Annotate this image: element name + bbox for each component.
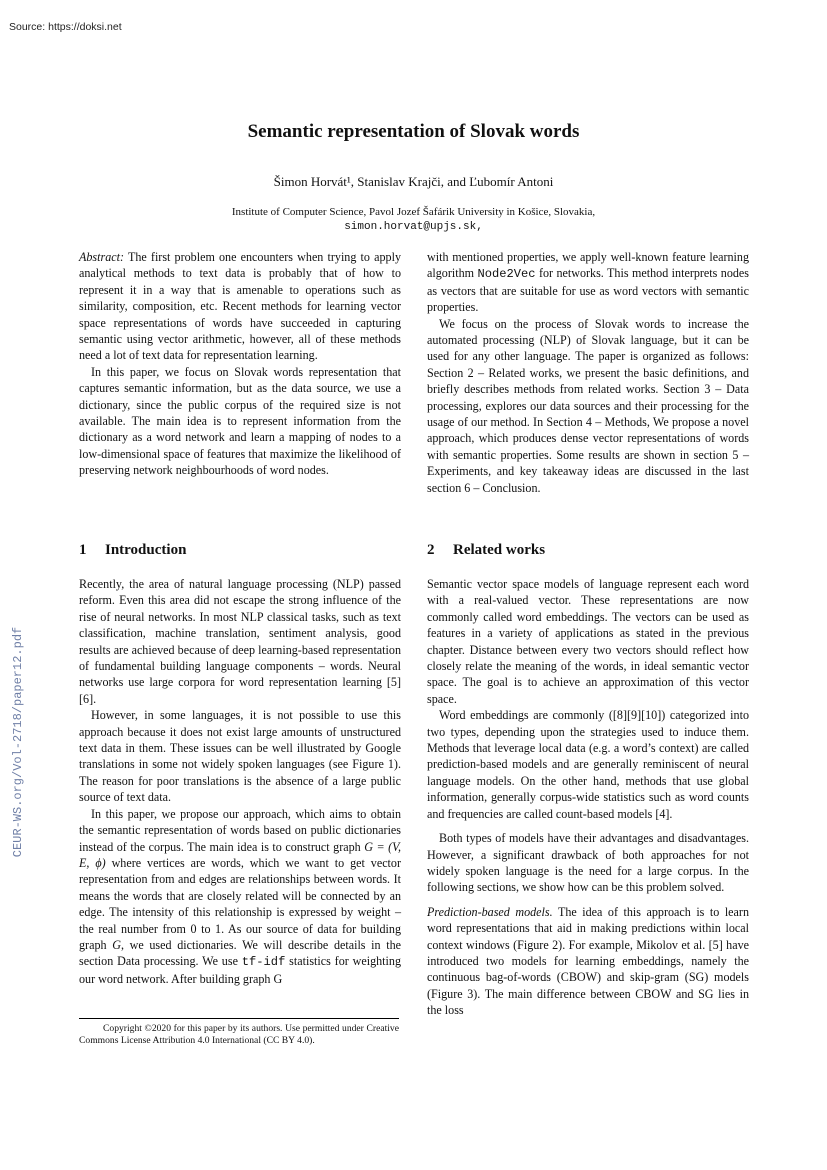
code-node2vec: Node2Vec	[477, 267, 536, 282]
intro-paragraph-3: In this paper, we propose our approach, which aims to obtain the semantic representation of words based on public dictionaries instead of the corpus. The main idea is to construct graph G = (V, E, ϕ) where vertices are words, which we want to get vector representation from and edges are relationships between words. It means the words that are closely related will be connected by an edge. The intensity of this relationship is expressed by weight – the real number from 0 to 1. As our source of data for building graph G, we used dictionaries. We will describe details in the section Data processing. We use tf-idf statistics for weighting our word network. After building graph G	[79, 806, 401, 986]
section-related-works	[427, 541, 749, 1019]
abstract-paragraph-2: In this paper, we focus on Slovak words representation that captures semantic information, but as the data source, we use a dictionary, since the public corpus of the required size is not available. The main idea is to represent information from the dictionary as a word network and learn a mapping of nodes to a low-dimensional space of features that maximize the likelihood of preserving network neighbourhoods of word nodes.	[79, 364, 401, 478]
right-paragraph-2: We focus on the process of Slovak words to increase the automated processing (NLP) of Slovak language, but it can be used for any other language. The paper is organized as follows: Section 2 – Related works, we present the basic definitions, and briefly describes methods from related works. Section 3 – Data processing, explores our data sources and their processing for the usage of our method. In Section 4 – Methods, We propose a novel approach, which produces dense vector representations of words with semantic properties. Some results are shown in section 5 – Experiments, and key takeaway ideas are discussed in the last section 6 – Conclusion.	[427, 316, 749, 495]
abstract-label: Abstract:	[79, 250, 125, 264]
right-column-intro-continued	[427, 249, 749, 496]
author-email[interactable]: simon.horvat@upjs.sk,	[344, 221, 483, 233]
paper-authors: Šimon Horvát¹, Stanislav Krajči, and Ľubomír Antoni	[273, 174, 554, 189]
math-graph: G = (V, E, ϕ)	[79, 839, 401, 870]
paper-title: Semantic representation of Slovak words	[247, 121, 580, 142]
abstract-block	[79, 249, 401, 479]
copyright-footnote: Copyright ©2020 for this paper by its authors. Use permitted under Creative Commons License Attribution 4.0 International (CC BY 4.0).	[79, 1018, 399, 1047]
intro-paragraph-2: However, in some languages, it is not possible to use this approach because it does not exist large amounts of unstructured text data in them. These issues can be well illustrated by Google translations in some not widely spoken languages (see Figure 1). The reason for poor translations is the absence of a large public source of text data.	[79, 708, 401, 805]
related-paragraph-1: Semantic vector space models of language represent each word with a real-valued vector. These representations are now commonly called word embeddings. The vectors can be used as features in a variety of applications as stated in the previous chapter. Distance between every two vectors should reflect how closely relate the meaning of the words, in ideal semantic vector space. The goal is to achieve an approximation of this vector space.	[427, 577, 749, 706]
section-heading-related-works: 2 Related works	[427, 542, 546, 558]
sidebar-url[interactable]: CEUR-WS.org/Vol-2718/paper12.pdf	[11, 626, 25, 858]
related-paragraph-4: Prediction-based models. The idea of this approach is to learn word representations that aid in making predictions within local context windows (Figure 2). For example, Mikolov et al. [5] have introduced two models for learning embeddings, namely the continuous bag-of-words (CBOW) and skip-gram (SG) models (Figure 3). The main difference between CBOW and SG lies in the loss	[427, 904, 749, 1018]
source-label: Source: https://doksi.net	[9, 21, 122, 33]
related-paragraph-2: Word embeddings are commonly ([8][9][10]) categorized into two types, depending upon the strategies used to induce them. Methods that leverage local data (e.g. a word’s context) are called prediction-based models and are generally reminiscent of neural language models. On the other hand, methods that use global information, generally corpus-wide statistics such as word counts and frequencies are called count-based models [4].	[427, 708, 749, 821]
section-introduction	[79, 541, 401, 987]
related-paragraph-3: Both types of models have their advantages and disadvantages. However, a significant drawback of both approaches for not widely spoken language is the need for a large corpus. In the following sections, we show how can be this problem solved.	[427, 831, 749, 895]
affiliation-block	[0, 205, 827, 235]
section-heading-introduction: 1 Introduction	[79, 542, 187, 558]
affiliation: Institute of Computer Science, Pavol Jozef Šafárik University in Košice, Slovakia,	[231, 206, 596, 218]
intro-paragraph-1: Recently, the area of natural language processing (NLP) passed reform. Even this area did not escape the strong influence of the rise of neural networks. In most NLP classical tasks, such as text classification, machine translation, sentiment analysis, good results are achieved because of deep learning-based representation of fundamental building language components – words. Neural networks use large corpora for word representation learning [5][6].	[79, 577, 401, 706]
abstract-paragraph-1: Abstract: The first problem one encounters when trying to apply analytical methods to text data is probably that of how to represent it in a way that is amenable to operations such as similarity, composition, etc. Recent methods for learning vector space representations of words have succeeded in capturing semantic using vector arithmetic, however, all of these methods need a lot of text data for representation learning.	[79, 250, 401, 363]
code-tfidf: tf-idf	[241, 955, 286, 970]
right-paragraph-1: with mentioned properties, we apply well-known feature learning algorithm Node2Vec for networks. This method interprets nodes as vectors that are suitable for use as word vectors with semantic properties.	[427, 250, 749, 315]
sidebar-watermark	[10, 612, 26, 872]
prediction-models-label: Prediction-based models.	[427, 904, 553, 919]
